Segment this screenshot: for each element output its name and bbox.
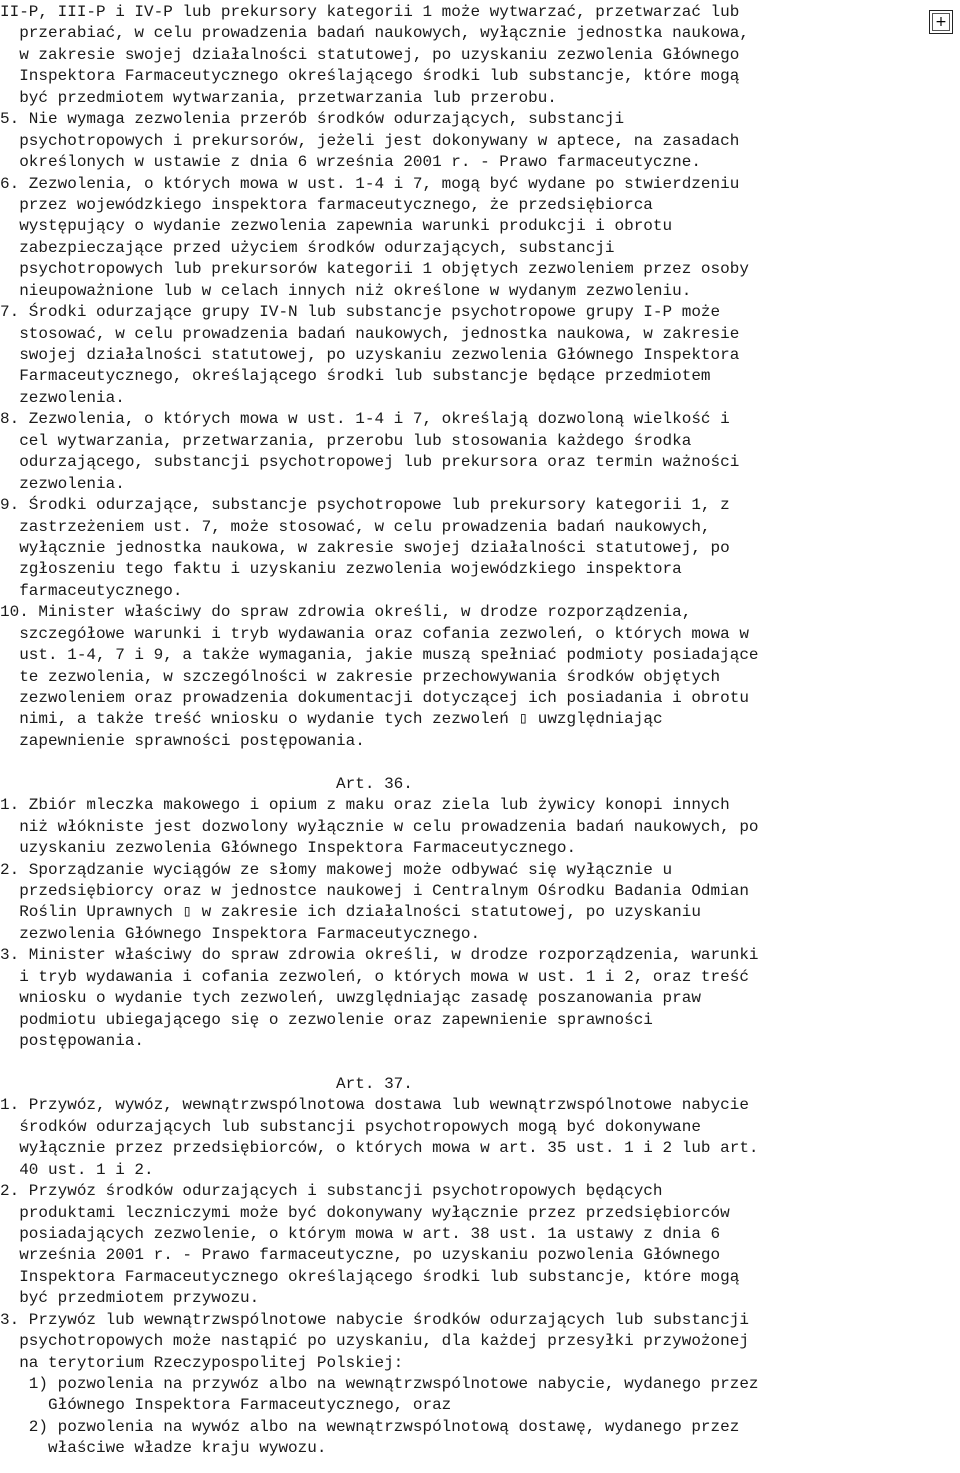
text-line: wyłącznie jednostka naukowa, w zakresie swojej działalności statutowej, po — [0, 538, 730, 557]
text-line: zastrzeżeniem ust. 7, może stosować, w celu prowadzenia badań naukowych, — [0, 517, 711, 536]
text-line: 7. Środki odurzające grupy IV-N lub substancje psychotropowe grupy I-P może — [0, 303, 721, 322]
text-line: psychotropowych i prekursorów, jeżeli jest dokonywany w aptece, na zasadach — [0, 131, 740, 150]
text-line: zezwolenia. — [0, 388, 125, 407]
text-line: przerabiać, w celu prowadzenia badań naukowych, wyłącznie jednostka naukowa, — [0, 24, 749, 43]
text-line: Inspektora Farmaceutycznego określającego środki lub substancje, które mogą — [0, 67, 740, 86]
text-line: zapewnienie sprawności postępowania. — [0, 731, 365, 750]
text-line: 2. Sporządzanie wyciągów ze słomy makowej może odbywać się wyłącznie u — [0, 860, 673, 879]
text-line — [0, 1052, 960, 1073]
text-line: podmiotu ubiegającego się o zezwolenie oraz zapewnienie sprawności — [0, 1010, 653, 1029]
text-line: stosować, w celu prowadzenia badań naukowych, jednostka naukowa, w zakresie — [0, 324, 740, 343]
text-line: 1. Zbiór mleczka makowego i opium z maku oraz ziela lub żywicy konopi innych — [0, 796, 730, 815]
text-line: Inspektora Farmaceutycznego określającego środki lub substancje, które mogą — [0, 1267, 740, 1286]
text-line: te zezwolenia, w szczególności w zakresie przechowywania środków objętych — [0, 667, 721, 686]
text-line: Art. 37. — [0, 1074, 413, 1093]
text-line: Farmaceutycznego, określającego środki lub substancje będące przedmiotem — [0, 367, 711, 386]
text-line: września 2001 r. - Prawo farmaceutyczne, po uzyskaniu pozwolenia Głównego — [0, 1246, 721, 1265]
expand-button[interactable] — [929, 10, 953, 34]
text-line: psychotropowych lub prekursorów kategorii 1 objętych zezwoleniem przez osoby — [0, 260, 749, 279]
text-line: II-P, III-P i IV-P lub prekursory kategorii 1 może wytwarzać, przetwarzać lub — [0, 3, 740, 21]
text-line: szczegółowe warunki i tryb wydawania oraz cofania zezwoleń, o których mowa w — [0, 624, 749, 643]
text-line: 5. Nie wymaga zezwolenia przerób środków odurzających, substancji — [0, 110, 625, 129]
text-line: 6. Zezwolenia, o których mowa w ust. 1-4 i 7, mogą być wydane po stwierdzeniu — [0, 174, 740, 193]
text-line: Roślin Uprawnych ▯ w zakresie ich działalności statutowej, po uzyskaniu — [0, 903, 701, 922]
text-line: 10. Minister właściwy do spraw zdrowia określi, w drodze rozporządzenia, — [0, 603, 692, 622]
text-line: niż włókniste jest dozwolony wyłącznie w celu prowadzenia badań naukowych, po — [0, 817, 759, 836]
text-line: 9. Środki odurzające, substancje psychotropowe lub prekursory kategorii 1, z — [0, 496, 730, 515]
text-line: środków odurzających lub substancji psychotropowych mogą być dokonywane — [0, 1117, 701, 1136]
text-line: swojej działalności statutowej, po uzyskaniu zezwolenia Głównego Inspektora — [0, 346, 740, 364]
text-line: być przedmiotem wytwarzania, przetwarzania lub przerobu. — [0, 88, 557, 107]
text-line: cel wytwarzania, przetwarzania, przerobu lub stosowania każdego środka — [0, 431, 692, 450]
text-line: zezwoleniem oraz prowadzenia dokumentacji dotyczącej ich posiadania i obrotu — [0, 689, 749, 707]
text-line: 3. Przywóz lub wewnątrzwspólnotowe nabycie środków odurzających lub substancji — [0, 1310, 749, 1329]
text-line: i tryb wydawania i cofania zezwoleń, o których mowa w ust. 1 i 2, oraz treść — [0, 967, 749, 986]
plus-icon: + — [935, 14, 947, 30]
text-line: psychotropowych może nastąpić po uzyskaniu, dla każdej przesyłki przywożonej — [0, 1332, 749, 1351]
text-line — [0, 752, 960, 773]
text-line: 2. Przywóz środków odurzających i substancji psychotropowych będących — [0, 1182, 663, 1201]
text-line: zezwolenia Głównego Inspektora Farmaceutycznego. — [0, 924, 481, 943]
text-line: farmaceutycznego. — [0, 581, 183, 600]
text-line: wyłącznie przez przedsiębiorców, o których mowa w art. 35 ust. 1 i 2 lub art. — [0, 1139, 759, 1158]
text-line: Głównego Inspektora Farmaceutycznego, oraz — [0, 1396, 452, 1415]
text-line: ust. 1-4, 7 i 9, a także wymagania, jakie muszą spełniać podmioty posiadające — [0, 646, 759, 665]
text-line: 1) pozwolenia na przywóz albo na wewnątrzwspólnotowe nabycie, wydanego przez — [0, 1375, 759, 1393]
text-line: wniosku o wydanie tych zezwoleń, uwzględniając zasadę poszanowania praw — [0, 989, 701, 1008]
text-line: zezwolenia. — [0, 474, 125, 493]
text-line: określonych w ustawie z dnia 6 września 2001 r. - Prawo farmaceutyczne. — [0, 153, 701, 172]
text-line: występujący o wydanie zezwolenia zapewnia warunki produkcji i obrotu — [0, 217, 673, 236]
text-line: zgłoszeniu tego faktu i uzyskaniu zezwolenia wojewódzkiego inspektora — [0, 560, 682, 579]
text-line: nieupoważnione lub w celach innych niż określone w wydanym zezwoleniu. — [0, 281, 692, 300]
text-line: 3. Minister właściwy do spraw zdrowia określi, w drodze rozporządzenia, warunki — [0, 946, 759, 965]
text-line: posiadających zezwolenie, o którym mowa w art. 38 ust. 1a ustawy z dnia 6 — [0, 1224, 721, 1243]
text-line: w zakresie swojej działalności statutowej, po uzyskaniu zezwolenia Głównego — [0, 45, 740, 64]
text-line: 1. Przywóz, wywóz, wewnątrzwspólnotowa dostawa lub wewnątrzwspólnotowe nabycie — [0, 1096, 749, 1115]
text-line: przedsiębiorcy oraz w jednostce naukowej i Centralnym Ośrodku Badania Odmian — [0, 881, 749, 900]
text-line: Art. 36. — [0, 774, 413, 793]
text-line: właściwe władze kraju wywozu. — [0, 1439, 327, 1458]
text-line: produktami leczniczymi może być dokonywany wyłącznie przez przedsiębiorców — [0, 1203, 730, 1222]
text-line: na terytorium Rzeczypospolitej Polskiej: — [0, 1353, 404, 1372]
text-line: postępowania. — [0, 1032, 145, 1050]
text-line: przez wojewódzkiego inspektora farmaceutycznego, że przedsiębiorca — [0, 195, 653, 214]
text-line: 8. Zezwolenia, o których mowa w ust. 1-4 i 7, określają dozwoloną wielkość i — [0, 410, 730, 429]
text-line: 2) pozwolenia na wywóz albo na wewnątrzwspólnotową dostawę, wydanego przez — [0, 1417, 740, 1436]
text-line: odurzającego, substancji psychotropowej lub prekursora oraz termin ważności — [0, 453, 740, 472]
text-line: zabezpieczające przed użyciem środków odurzających, substancji — [0, 238, 615, 257]
text-line: 40 ust. 1 i 2. — [0, 1160, 154, 1179]
text-line: być przedmiotem przywozu. — [0, 1289, 260, 1308]
text-line: nimi, a także treść wniosku o wydanie tych zezwoleń ▯ uwzględniając — [0, 710, 663, 729]
text-line: uzyskaniu zezwolenia Głównego Inspektora Farmaceutycznego. — [0, 839, 577, 858]
